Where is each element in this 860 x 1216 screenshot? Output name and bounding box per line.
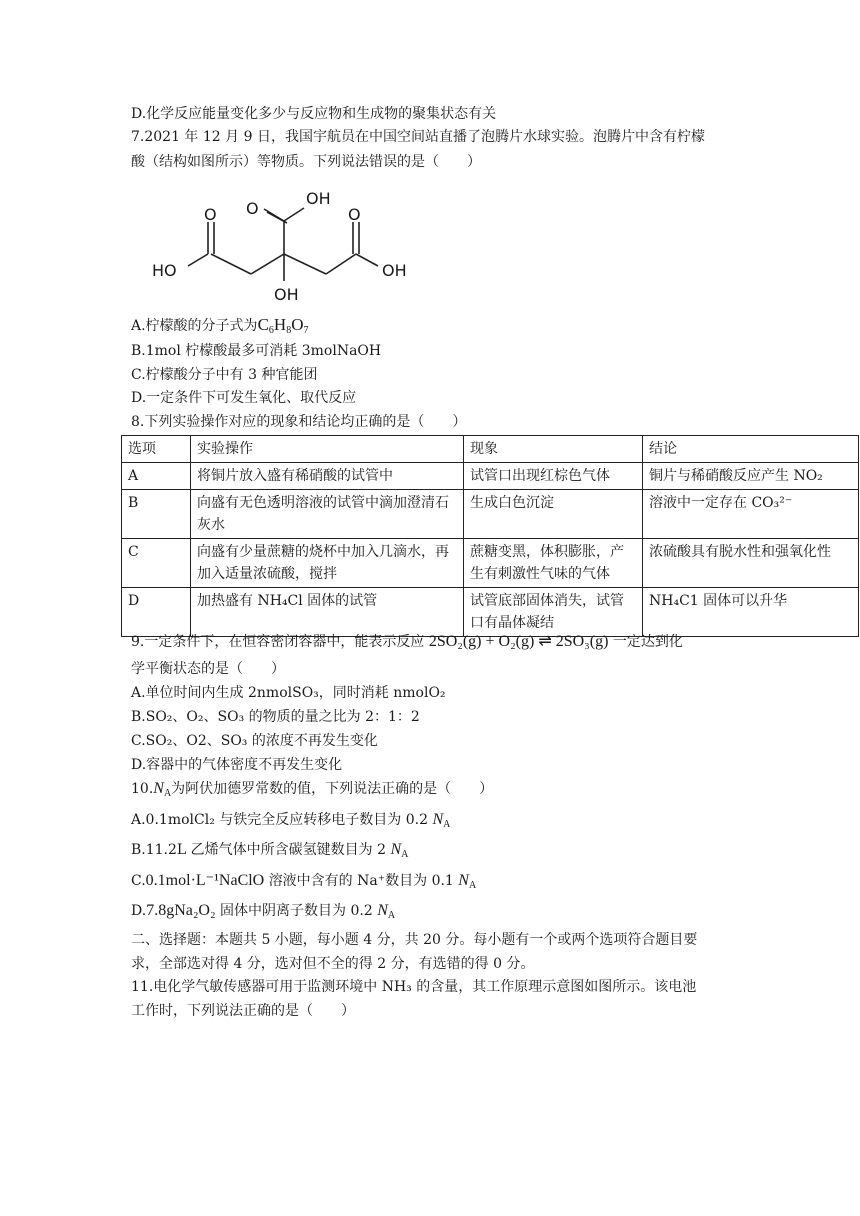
na-symbol: $N_A$ (432, 811, 451, 830)
q9-option-c: C.SO₂、O2、SO₃ 的浓度不再发生变化 (131, 733, 378, 749)
table-cell: 浓硫酸具有脱水性和强氧化性 (643, 539, 859, 588)
q11-stem-line2: 工作时，下列说法正确的是（ ） (131, 1003, 355, 1019)
table-header: 现象 (464, 436, 643, 463)
table-cell: A (122, 463, 191, 490)
q7-option-d: D.一定条件下可发生氧化、取代反应 (131, 390, 357, 406)
table-cell: D (122, 588, 191, 637)
q9-equation: 2SO₂(g) + O₂(g) ⇌ 2SO₃(g) (428, 633, 609, 650)
na-symbol: $N_A$ (153, 780, 172, 799)
q8-table (121, 435, 859, 637)
table-cell: 蔗糖变黑，体积膨胀，产生有刺激性气味的气体 (464, 539, 643, 588)
table-cell: 生成白色沉淀 (464, 490, 643, 539)
q10-option-d: D.7.8gNa₂O₂ 固体中阴离子数目为 0.2 $N_A$ (131, 902, 396, 921)
label-o-mid: O (246, 199, 259, 218)
table-cell: NH₄C1 固体可以升华 (643, 588, 859, 637)
q9-stem-line2: 学平衡状态的是（ ） (131, 661, 285, 677)
q8-stem: 8.下列实验操作对应的现象和结论均正确的是（ ） (131, 414, 467, 430)
q7-option-b: B.1mol 柠檬酸最多可消耗 3molNaOH (131, 343, 382, 359)
q9-option-b: B.SO₂、O₂、SO₃ 的物质的量之比为 2：1：2 (131, 709, 420, 725)
table-cell: 试管底部固体消失，试管口有晶体凝结 (464, 588, 643, 637)
table-row (122, 490, 859, 539)
q7-option-a (131, 315, 308, 341)
table-header-row (122, 436, 859, 463)
label-o-right: O (348, 205, 361, 224)
na-symbol: $N_A$ (390, 841, 409, 860)
label-oh-top: OH (306, 189, 331, 208)
label-oh-bottom: OH (274, 285, 299, 304)
table-cell: 试管口出现红棕色气体 (464, 463, 643, 490)
label-ho-left: HO (152, 261, 177, 280)
q10-option-b: B.11.2L 乙烯气体中所含碳氢键数目为 2 $N_A$ (131, 841, 409, 860)
q9-stem-line1 (131, 632, 683, 652)
table-cell: C (122, 539, 191, 588)
table-header: 结论 (643, 436, 859, 463)
q7-option-a-text: A.柠檬酸的分子式为 (131, 318, 258, 334)
table-cell: 加热盛有 NH₄Cl 固体的试管 (191, 588, 464, 637)
q11-stem-line1: 11.电化学气敏传感器可用于监测环境中 NH₃ 的含量，其工作原理示意图如图所示。该电池 (131, 979, 697, 995)
table-header: 实验操作 (191, 436, 464, 463)
table-row (122, 588, 859, 637)
table-cell: 向盛有少量蔗糖的烧杯中加入几滴水，再加入适量浓硫酸，搅拌 (191, 539, 464, 588)
q10-option-a: A.0.1molCl₂ 与铁完全反应转移电子数目为 0.2 $N_A$ (131, 811, 451, 830)
label-o-left: O (204, 205, 217, 224)
section2-line1: 二、选择题：本题共 5 小题，每小题 4 分，共 20 分。每小题有一个或两个选项符合题目要 (131, 932, 698, 948)
table-header: 选项 (122, 436, 191, 463)
q9-stem-pre: 9.一定条件下，在恒容密闭容器中，能表示反应 (131, 634, 425, 650)
q7-stem-line2: 酸（结构如图所示）等物质。下列说法错误的是（ ） (131, 154, 481, 170)
label-oh-right: OH (382, 261, 407, 280)
q9-option-a: A.单位时间内生成 2nmolSO₃，同时消耗 nmolO₂ (131, 685, 446, 701)
q9-stem-post: 一定达到化 (612, 634, 683, 650)
table-row (122, 463, 859, 490)
table-cell: B (122, 490, 191, 539)
q7-option-c: C.柠檬酸分子中有 3 种官能团 (131, 367, 318, 383)
q10-stem: $10.N_A$为阿伏加德罗常数的值，下列说法正确的是（ ） (131, 780, 494, 799)
table-cell: 向盛有无色透明溶液的试管中滴加澄清石灰水 (191, 490, 464, 539)
table-cell: 铜片与稀硝酸反应产生 NO₂ (643, 463, 859, 490)
q9-option-d: D.容器中的气体密度不再发生变化 (131, 757, 343, 773)
table-row (122, 539, 859, 588)
citric-formula: $C_6H_8O_7$ (257, 315, 309, 336)
na-symbol: $N_A$ (377, 902, 396, 921)
q7-stem-line1: 7.2021 年 12 月 9 日，我国宇航员在中国空间站直播了泡腾片水球实验。泡腾片中含有柠檬 (131, 129, 705, 145)
citric-acid-structure (146, 176, 436, 306)
na-symbol: $N_A$ (458, 872, 477, 891)
table-cell: 溶液中一定存在 CO₃²⁻ (643, 490, 859, 539)
table-cell: 将铜片放入盛有稀硝酸的试管中 (191, 463, 464, 490)
prev-option-d: D.化学反应能量变化多少与反应物和生成物的聚集状态有关 (131, 106, 497, 122)
q10-option-c: C.0.1mol·L⁻¹NaClO 溶液中含有的 Na⁺数目为 0.1 $N_A$ (131, 872, 477, 891)
section2-line2: 求，全部选对得 4 分，选对但不全的得 2 分，有选错的得 0 分。 (131, 956, 535, 972)
